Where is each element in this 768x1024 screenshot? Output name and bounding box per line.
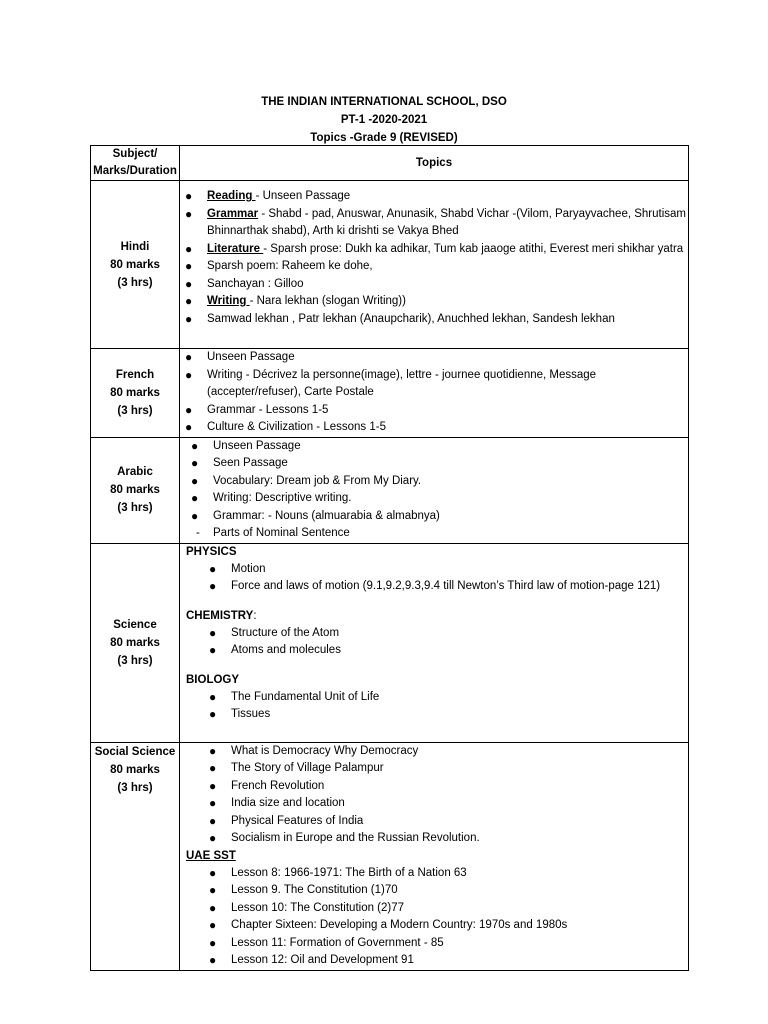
topics-cell-arabic: [180, 437, 689, 543]
subject-column-header: [91, 146, 180, 181]
bullet-icon: ●: [209, 883, 217, 897]
list-item: ● Grammar - Shabd - pad, Anuswar, Anunasik, Shabd Vichar -(Vilom, Paryayvachee, Shrutisam Bhinnarthak shabd), Arth ki drishti se Vakya Bhed: [185, 206, 686, 237]
list-item: ● Atoms and molecules: [180, 642, 688, 660]
subject-name: Arabic: [117, 466, 153, 478]
bullet-icon: ●: [209, 935, 217, 950]
list-item: ● Samwad lekhan , Patr lekhan (Anaupcharik), Anuchhed lekhan, Sandesh lekhan: [180, 311, 688, 329]
bullet-icon: ●: [191, 456, 199, 470]
list-item: ● Sparsh poem: Raheem ke dohe,: [180, 258, 688, 276]
topics-cell-social-science: [180, 742, 689, 970]
bullet-icon: ●: [185, 276, 193, 291]
bullet-icon: ●: [209, 643, 217, 657]
list-item: ● Physical Features of India: [180, 813, 688, 831]
list-item: ● Unseen Passage: [186, 438, 688, 456]
list-item: ● Lesson 8: 1966-1971: The Birth of a Nation 63: [180, 865, 688, 883]
list-item: ● Grammar: - Nouns (almuarabia & almabnya): [186, 508, 688, 526]
bullet-icon: ●: [191, 491, 199, 505]
bullet-icon: ●: [209, 778, 217, 793]
subject-cell-hindi: [91, 181, 180, 349]
subject-cell-arabic: [91, 437, 180, 543]
bullet-icon: ●: [185, 402, 193, 417]
bullet-icon: ●: [185, 259, 193, 273]
topics-cell-science: [180, 543, 689, 742]
bullet-icon: ●: [185, 189, 193, 203]
list-item: ● Seen Passage: [186, 455, 688, 473]
list-item: ● The Fundamental Unit of Life: [180, 689, 688, 707]
table-row-hindi: [91, 181, 689, 349]
exam-name: PT-1 -2020-2021: [340, 114, 428, 126]
biology-heading: BIOLOGY: [186, 673, 240, 686]
document-header: [0, 93, 768, 147]
list-item: ● Unseen Passage: [180, 349, 688, 367]
subject-name: French: [115, 368, 155, 381]
list-item: ● Writing - Décrivez la personne(image), lettre - journee quotidienne, Message (accepter/refuser), Carte Postale: [185, 367, 597, 398]
list-item: ● Lesson 12: Oil and Development 91: [180, 952, 688, 970]
subject-name: Hindi: [120, 240, 150, 253]
list-item: ● Motion: [180, 561, 688, 579]
subject-name: Science: [113, 618, 157, 631]
bullet-icon: ●: [191, 438, 199, 453]
list-item: ● Force and laws of motion (9.1,9.2,9.3,9.4 till Newton’s Third law of motion-page 121): [180, 578, 688, 596]
list-item: ● Reading - Unseen Passage: [180, 188, 688, 206]
subject-duration: (3 hrs): [117, 276, 153, 289]
subject-cell-french: [91, 349, 180, 438]
physics-heading: PHYSICS: [186, 545, 237, 558]
subject-header-line1: Subject/: [112, 148, 158, 160]
list-item: ● Literature - Sparsh prose: Dukh ka adhikar, Tum kab jaaoge atithi, Everest meri shikhar yatra: [180, 241, 688, 259]
dash-marker: -: [196, 527, 200, 539]
bullet-icon: ●: [209, 579, 217, 593]
list-item: ● Sanchayan : Gilloo: [180, 276, 688, 294]
bullet-icon: ●: [209, 761, 217, 775]
subject-duration: (3 hrs): [117, 502, 153, 514]
list-item: ● India size and location: [180, 795, 688, 813]
subject-name: Social Science: [94, 745, 176, 758]
bullet-icon: ●: [209, 561, 217, 576]
list-item: ● The Story of Village Palampur: [180, 760, 688, 778]
table-row-social-science: [91, 742, 689, 970]
subject-cell-social-science: [91, 742, 180, 970]
bullet-icon: ●: [209, 625, 217, 640]
list-item: ● Writing - Nara lekhan (slogan Writing)): [180, 293, 688, 311]
list-item: ● Culture & Civilization - Lessons 1-5: [180, 419, 688, 437]
list-item: ● Grammar - Lessons 1-5: [180, 402, 688, 420]
table-row-science: [91, 543, 689, 742]
list-item: ● Chapter Sixteen: Developing a Modern Country: 1970s and 1980s: [180, 917, 688, 935]
list-item: ● Tissues: [180, 706, 688, 724]
list-item: ● Socialism in Europe and the Russian Revolution.: [180, 830, 688, 848]
chemistry-heading: CHEMISTRY:: [186, 609, 257, 622]
bullet-icon: ●: [185, 206, 193, 221]
bullet-icon: ●: [209, 813, 217, 828]
bullet-icon: ●: [209, 796, 217, 810]
subject-cell-science: [91, 543, 180, 742]
bullet-icon: ●: [209, 743, 217, 758]
table-row-arabic: [91, 437, 689, 543]
subject-marks: 80 marks: [110, 763, 160, 776]
school-name: THE INDIAN INTERNATIONAL SCHOOL, DSO: [261, 96, 507, 108]
list-item: ● Vocabulary: Dream job & From My Diary.: [186, 473, 688, 491]
topics-title: Topics -Grade 9 (REVISED): [310, 132, 458, 144]
list-item: ● French Revolution: [180, 778, 688, 796]
subject-duration: (3 hrs): [117, 654, 153, 667]
bullet-icon: ●: [185, 420, 193, 434]
uae-sst-heading: UAE SST: [186, 849, 236, 862]
subject-header-line2: Marks/Duration: [93, 165, 177, 177]
bullet-icon: ●: [209, 900, 217, 915]
bullet-icon: ●: [185, 350, 193, 364]
bullet-icon: ●: [209, 953, 217, 967]
subject-duration: (3 hrs): [117, 781, 153, 794]
subject-marks: 80 marks: [110, 258, 160, 271]
bullet-icon: ●: [209, 918, 217, 932]
bullet-icon: ●: [209, 689, 217, 704]
bullet-icon: ●: [209, 865, 217, 880]
list-item: ● Structure of the Atom: [180, 625, 688, 643]
list-item: ● Lesson 10: The Constitution (2)77: [180, 900, 688, 918]
bullet-icon: ●: [191, 508, 199, 523]
list-item: - Parts of Nominal Sentence: [186, 525, 688, 543]
bullet-icon: ●: [185, 241, 193, 256]
bullet-icon: ●: [191, 473, 199, 488]
bullet-icon: ●: [185, 367, 193, 382]
bullet-icon: ●: [185, 294, 193, 308]
syllabus-table: [90, 145, 689, 971]
subject-marks: 80 marks: [110, 636, 160, 649]
bullet-icon: ●: [185, 311, 193, 326]
list-item: ● Lesson 11: Formation of Government - 85: [180, 935, 688, 953]
list-item: ● What is Democracy Why Democracy: [180, 743, 688, 761]
subject-marks: 80 marks: [110, 386, 160, 399]
table-header-row: [91, 146, 689, 181]
topics-cell-french: [180, 349, 689, 438]
list-item: ● Writing: Descriptive writing.: [186, 490, 688, 508]
subject-marks: 80 marks: [110, 484, 160, 496]
topics-cell-hindi: [180, 181, 689, 349]
bullet-icon: ●: [209, 707, 217, 721]
list-item: ● Lesson 9. The Constitution (1)70: [180, 882, 688, 900]
bullet-icon: ●: [209, 831, 217, 845]
subject-duration: (3 hrs): [117, 404, 153, 417]
table-row-french: [91, 349, 689, 438]
topics-column-header: Topics: [180, 146, 689, 181]
